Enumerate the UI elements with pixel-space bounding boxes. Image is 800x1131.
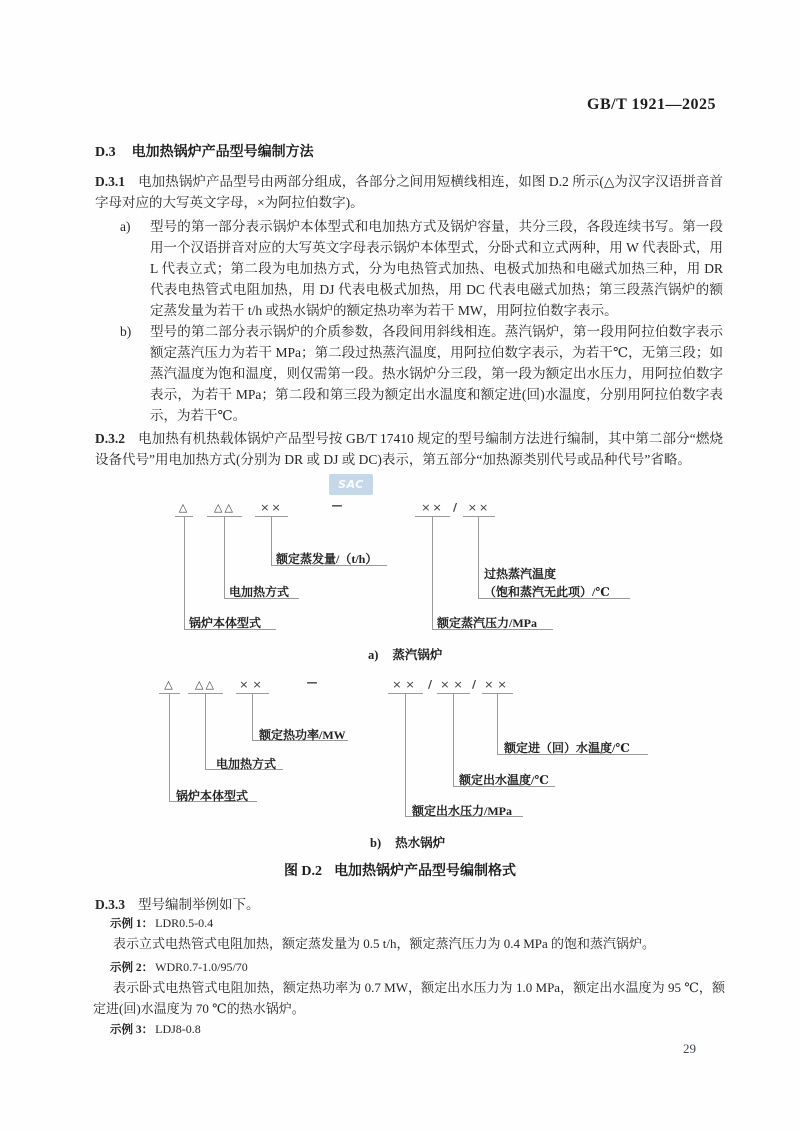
- example-2-description: 表示卧式电热管式电阻加热，额定热功率为 0.7 MW，额定出水压力为 1.0 MPa，额定出水温度为 95 ℃，额定进(回)水温度为 70 ℃的热水锅炉。: [93, 980, 725, 1016]
- diagram-a-caption-marker: a): [368, 648, 379, 662]
- symbol-xx: ××: [437, 678, 470, 694]
- page-number: 29: [683, 1041, 696, 1056]
- list-item-a: [120, 216, 723, 321]
- diagram-a-caption-text: 蒸汽锅炉: [392, 648, 443, 662]
- symbol-xx: ××: [255, 501, 288, 517]
- label-heating-method: 电加热方式: [216, 757, 277, 771]
- connector-line: [453, 694, 454, 787]
- connector-line: [184, 517, 185, 630]
- label-boiler-body-type: 锅炉本体型式: [176, 789, 249, 803]
- symbol-dash: —: [306, 676, 320, 689]
- label-rated-steam-pressure: 额定蒸汽压力/MPa: [437, 616, 537, 630]
- example-2-code: WDR0.7-1.0/95/70: [155, 960, 248, 974]
- example-2: [110, 959, 248, 975]
- paragraph-d32-text: 电加热有机热载体锅炉产品型号按 GB/T 17410 规定的型号编制方法进行编制，其中第二部分“燃烧设备代号”用电加热方式(分别为 DR 或 DJ 或 DC)表示，第五部分“加热源类别代号或品种代号”省略。: [95, 431, 723, 467]
- symbol-triangle: △: [175, 501, 193, 517]
- symbol-slash: /: [471, 678, 479, 691]
- symbol-xx: ××: [482, 678, 513, 694]
- paragraph-d32: [95, 428, 723, 470]
- sac-watermark-icon: [329, 474, 373, 495]
- label-superheated-steam-temp: 过热蒸汽温度: [484, 567, 557, 581]
- list-item-b-marker: b): [120, 324, 132, 339]
- example-3: [110, 1021, 201, 1037]
- symbol-slash: /: [427, 678, 435, 691]
- diagram-b-caption-marker: b): [370, 836, 382, 850]
- connector-line: [478, 517, 479, 599]
- section-d3-number: D.3: [95, 145, 116, 160]
- label-rated-return-water-temp: 额定进（回）水温度/℃: [504, 741, 630, 755]
- diagram-a-caption: [368, 645, 442, 663]
- list-item-b-text: 型号的第二部分表示锅炉的介质参数，各段间用斜线相连。蒸汽锅炉，第一段用阿拉伯数字表示额定蒸汽压力为若干 MPa；第二段过热蒸汽温度，用阿拉伯数字表示，为若干℃，无第三段；如蒸汽温度为饱和温度，则仅需第一段。热水锅炉分三段，第一段为额定出水压力，用阿拉伯数字表示，为若干 MPa；第二段和第三段为额定出水温度和额定进(回)水温度，分别用阿拉伯数字表示，为若干℃。: [150, 324, 723, 423]
- connector-line: [252, 694, 253, 741]
- example-1-description: 表示立式电热管式电阻加热，额定蒸发量为 0.5 t/h，额定蒸汽压力为 0.4 MPa 的饱和蒸汽锅炉。: [113, 936, 656, 951]
- paragraph-d33-text: 型号编制举例如下。: [138, 897, 260, 912]
- label-rated-thermal-power: 额定热功率/MW: [259, 728, 346, 742]
- example-2-label: 示例 2：: [110, 962, 154, 974]
- example-1: [110, 915, 213, 931]
- paragraph-d31: [95, 171, 723, 213]
- symbol-xx: ××: [388, 678, 423, 694]
- paragraph-d33: [95, 894, 723, 915]
- example-1-code: LDR0.5-0.4: [155, 916, 214, 930]
- section-d3-title: 电加热锅炉产品型号编制方法: [131, 145, 314, 160]
- symbol-slash: /: [452, 501, 460, 514]
- diagram-b-caption-text: 热水锅炉: [395, 836, 446, 850]
- sac-watermark-text: SAC: [338, 478, 364, 491]
- connector-line: [405, 694, 406, 817]
- symbol-triangle: △: [159, 678, 180, 694]
- connector-line: [169, 694, 170, 802]
- connector-line: [205, 694, 206, 770]
- symbol-xx: ××: [463, 501, 495, 517]
- connector-line: [432, 517, 433, 630]
- symbol-xx: ××: [415, 501, 450, 517]
- connector-line: [224, 517, 225, 599]
- paragraph-d33-number: D.3.3: [95, 897, 125, 912]
- connector-line: [271, 517, 272, 566]
- paragraph-d31-number: D.3.1: [95, 174, 125, 189]
- connector-line: [497, 694, 498, 755]
- label-superheated-steam-temp-note: （饱和蒸汽无此项）/℃: [484, 585, 610, 599]
- figure-d2-caption-label: 图 D.2: [283, 864, 323, 879]
- standard-number: GB/T 1921—2025: [587, 96, 716, 113]
- list-item-b: [120, 321, 723, 426]
- symbol-dash: —: [331, 499, 345, 512]
- example-3-label: 示例 3：: [110, 1024, 154, 1036]
- symbol-xx: ××: [236, 678, 269, 694]
- label-rated-outlet-water-temp: 额定出水温度/℃: [459, 773, 549, 787]
- figure-d2-caption: [0, 860, 800, 880]
- label-rated-outlet-water-pressure: 额定出水压力/MPa: [412, 804, 512, 818]
- diagram-b-caption: [370, 833, 445, 851]
- label-boiler-body-type: 锅炉本体型式: [189, 616, 262, 630]
- example-3-code: LDJ8-0.8: [155, 1022, 201, 1036]
- paragraph-d31-text: 电加热锅炉产品型号由两部分组成，各部分之间用短横线相连，如图 D.2 所示(△为汉字汉语拼音首字母对应的大写英文字母，×为阿拉伯数字)。: [95, 174, 723, 210]
- list-item-a-text: 型号的第一部分表示锅炉本体型式和电加热方式及锅炉容量，共分三段，各段连续书写。第一段用一个汉语拼音对应的大写英文字母表示锅炉本体型式，分卧式和立式两种，用 W 代表卧式，用 L 代表立式；第二段为电加热方式，分为电热管式加热、电极式加热和电磁式加热三种，用 DR 代表电热管式电阻加热，用 DJ 代表电极式加热，用 DC 代表电磁式加热；第三段蒸汽锅炉的额定蒸发量为若干 t/h 或热水锅炉的额定热功率为若干 MW，用阿拉伯数字表示。: [150, 219, 723, 318]
- symbol-double-triangle: △△: [188, 678, 223, 694]
- symbol-double-triangle: △△: [207, 501, 242, 517]
- figure-d2-caption-title: 电加热锅炉产品型号编制格式: [334, 864, 517, 879]
- paragraph-d32-number: D.3.2: [95, 431, 125, 446]
- section-d3-heading: [95, 141, 314, 161]
- example-1-label: 示例 1：: [110, 918, 154, 930]
- label-heating-method: 电加热方式: [229, 585, 290, 599]
- list-item-a-marker: a): [120, 219, 131, 234]
- label-rated-evaporation: 额定蒸发量/（t/h）: [276, 552, 378, 566]
